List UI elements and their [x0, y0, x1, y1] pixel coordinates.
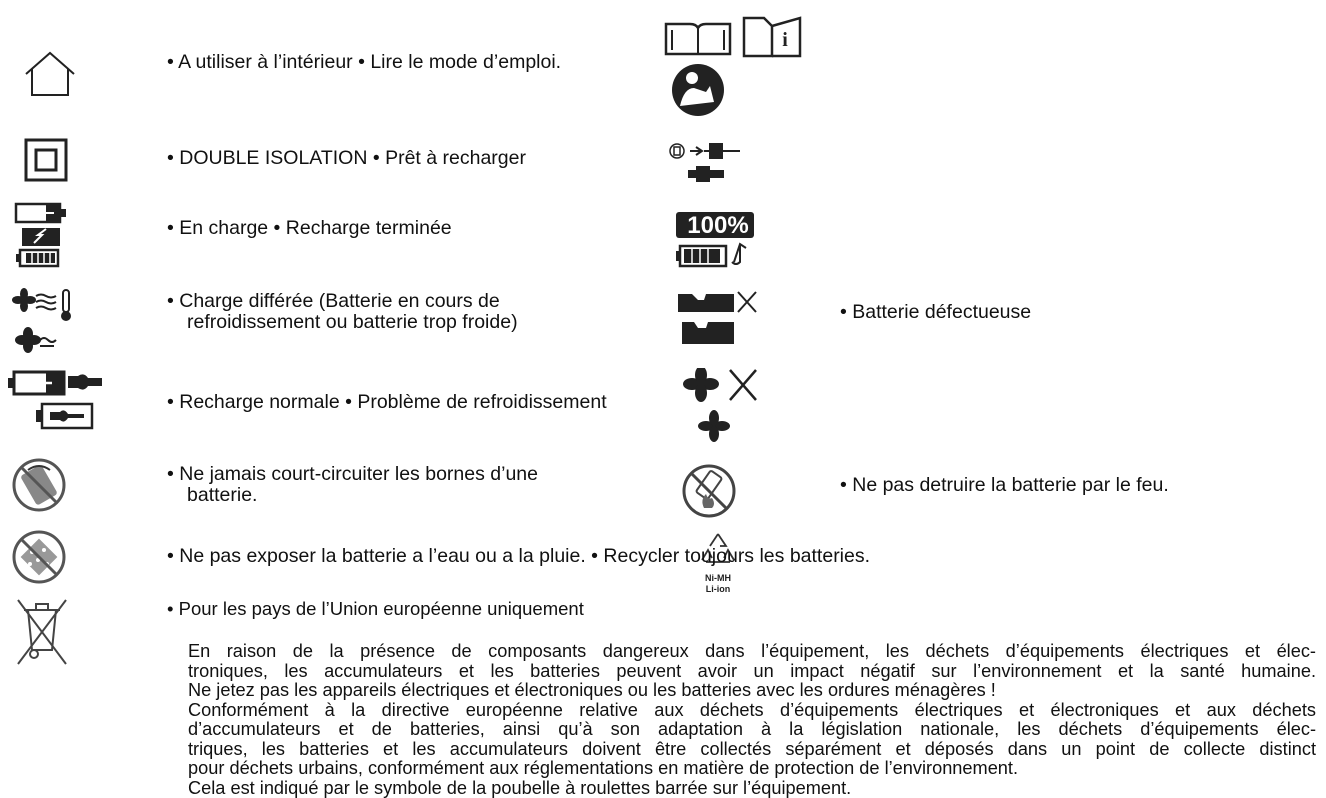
eu-line: triques, les batteries et les accumulateurs doivent être collectés séparément et déposés dans un point de collecte distinct	[188, 738, 1316, 759]
double-insulation-icon	[24, 138, 68, 182]
eu-line: Ne jetez pas les appareils électriques et électroniques ou les batteries avec les ordures ménagères !	[188, 680, 996, 700]
fan-problem-icon	[672, 368, 762, 448]
battery-wrench-icon	[6, 368, 106, 438]
no-short-circuit-icon	[10, 456, 68, 514]
no-fire-icon	[680, 462, 738, 520]
eu-line: Conformément à la directive européenne relative aux déchets d’équipements électriques et électroniques et aux déchets	[188, 699, 1316, 720]
delayed-charge-text-2: refroidissement ou batterie trop froide)	[187, 311, 518, 333]
crossed-bin-icon	[14, 596, 70, 668]
short-circuit-text-2: batterie.	[187, 484, 258, 506]
liion-label: Li-ion	[705, 584, 731, 594]
fan-thermometer-icon	[8, 288, 78, 360]
indoor-text: • A utiliser à l’intérieur • Lire le mode d’emploi.	[167, 51, 562, 73]
double-isolation-text: • DOUBLE ISOLATION • Prêt à recharger	[167, 147, 526, 169]
eu-line: troniques, les accumulateurs et les batteries peuvent avoir un impact négatif sur l’environnement et la santé humaine.	[188, 660, 1316, 681]
eu-line: pour déchets urbains, conformément aux réglementations en matière de protection de l’environnement.	[188, 758, 1019, 778]
nimh-label: Ni-MH	[705, 573, 731, 583]
eu-line: Cela est indiqué par le symbole de la poubelle à roulettes barrée sur l’équipement.	[188, 777, 852, 798]
no-water-icon	[10, 528, 68, 586]
defective-text: • Batterie défectueuse	[840, 301, 1032, 323]
short-circuit-text-1: • Ne jamais court-circuiter les bornes d’une	[167, 463, 538, 485]
fire-text: • Ne pas detruire la batterie par le feu.	[840, 474, 1169, 496]
normal-charge-text: • Recharge normale • Problème de refroidissement	[167, 391, 607, 413]
eu-title: • Pour les pays de l’Union européenne uniquement	[167, 598, 584, 619]
eu-line: En raison de la présence de composants dangereux dans l’équipement, les déchets d’équipements électriques et élec-	[188, 641, 1316, 661]
water-text: • Ne pas exposer la batterie a l’eau ou a la pluie. • Recycler toujours les batteries.	[167, 545, 871, 567]
ready-to-charge-icon	[668, 140, 764, 188]
charging-text: • En charge • Recharge terminée	[167, 217, 452, 239]
svg-text:i: i	[782, 29, 788, 51]
manual-book-icon	[660, 10, 810, 120]
percent-label: 100%	[687, 212, 749, 239]
eu-line: d’accumulateurs et de batteries, ainsi qu’à son adaptation à la législation nationale, les déchets d’équipements élec-	[188, 719, 1316, 739]
battery-full-icon	[674, 204, 764, 276]
house-icon	[22, 50, 78, 98]
defective-battery-icon	[676, 288, 762, 348]
battery-charging-icon	[12, 200, 72, 270]
eu-paragraph	[188, 642, 1316, 798]
delayed-charge-text-1: • Charge différée (Batterie en cours de	[167, 290, 500, 312]
